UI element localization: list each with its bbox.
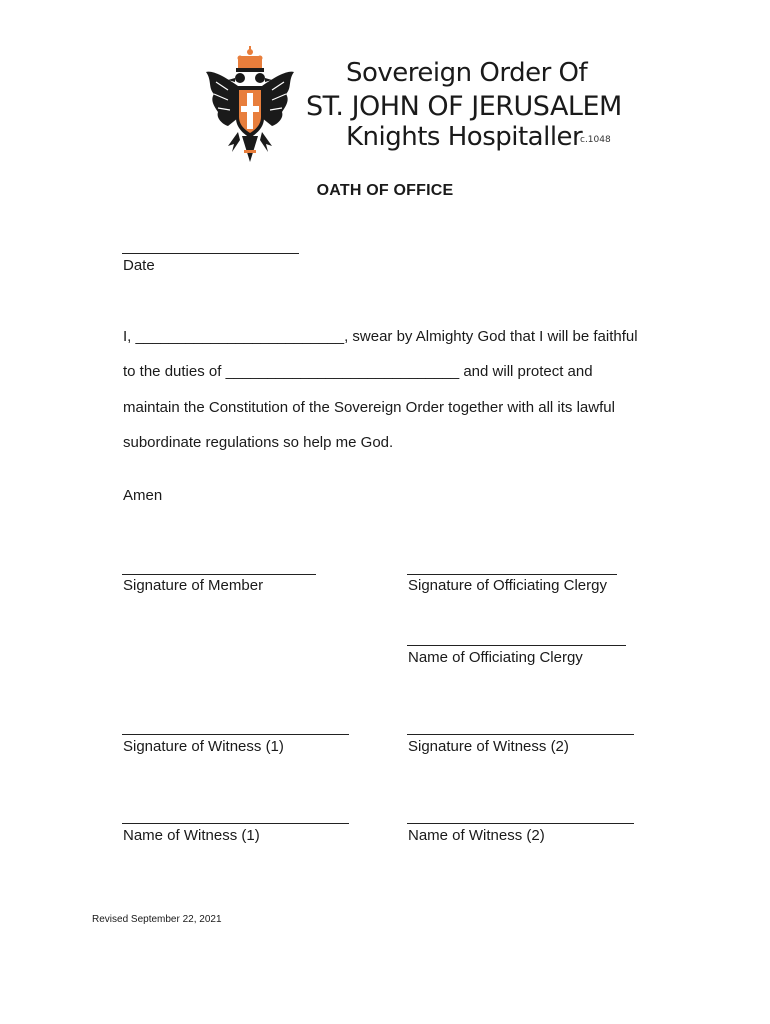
clergy-name-label: Name of Officiating Clergy bbox=[408, 649, 583, 666]
oath-line-1-end: , swear by Almighty God that I will be faithful bbox=[344, 328, 638, 345]
date-label: Date bbox=[123, 257, 155, 274]
order-crest-logo bbox=[204, 46, 296, 164]
member-name-blank[interactable]: _________________________ bbox=[135, 328, 345, 345]
oath-line-2 bbox=[123, 363, 593, 380]
clergy-signature-line[interactable] bbox=[407, 574, 617, 575]
oath-line-1 bbox=[123, 328, 638, 345]
crown-icon bbox=[236, 46, 264, 72]
amen-text: Amen bbox=[123, 487, 163, 504]
witness-1-name-label: Name of Witness (1) bbox=[123, 827, 260, 844]
revision-date: Revised September 22, 2021 bbox=[92, 914, 222, 925]
witness-2-signature-line[interactable] bbox=[407, 734, 634, 735]
witness-1-signature-line[interactable] bbox=[122, 734, 349, 735]
clergy-name-line[interactable] bbox=[407, 645, 626, 646]
member-signature-line[interactable] bbox=[122, 574, 316, 575]
witness-2-signature-label: Signature of Witness (2) bbox=[408, 738, 569, 755]
oath-line-1-start: I, bbox=[123, 328, 136, 345]
witness-2-name-line[interactable] bbox=[407, 823, 634, 824]
member-signature-label: Signature of Member bbox=[123, 577, 264, 594]
org-name-line-3: Knights Hospitaller bbox=[346, 122, 583, 152]
witness-1-signature-label: Signature of Witness (1) bbox=[123, 738, 284, 755]
office-duties-blank[interactable]: ____________________________ bbox=[225, 363, 460, 380]
document-title: OATH OF OFFICE bbox=[316, 182, 454, 199]
witness-1-name-line[interactable] bbox=[122, 823, 349, 824]
date-line[interactable] bbox=[122, 253, 299, 254]
org-founding-year: c.1048 bbox=[580, 135, 611, 145]
org-name-line-2: ST. JOHN OF JERUSALEM bbox=[306, 91, 622, 122]
org-name-line-1: Sovereign Order Of bbox=[346, 58, 588, 88]
oath-line-2-start: to the duties of bbox=[123, 363, 226, 380]
oath-line-3: maintain the Constitution of the Sovereign Order together with all its lawful bbox=[123, 399, 615, 416]
clergy-signature-label: Signature of Officiating Clergy bbox=[408, 577, 607, 594]
witness-2-name-label: Name of Witness (2) bbox=[408, 827, 545, 844]
oath-line-2-end: and will protect and bbox=[459, 363, 593, 380]
oath-line-4: subordinate regulations so help me God. bbox=[123, 434, 394, 451]
